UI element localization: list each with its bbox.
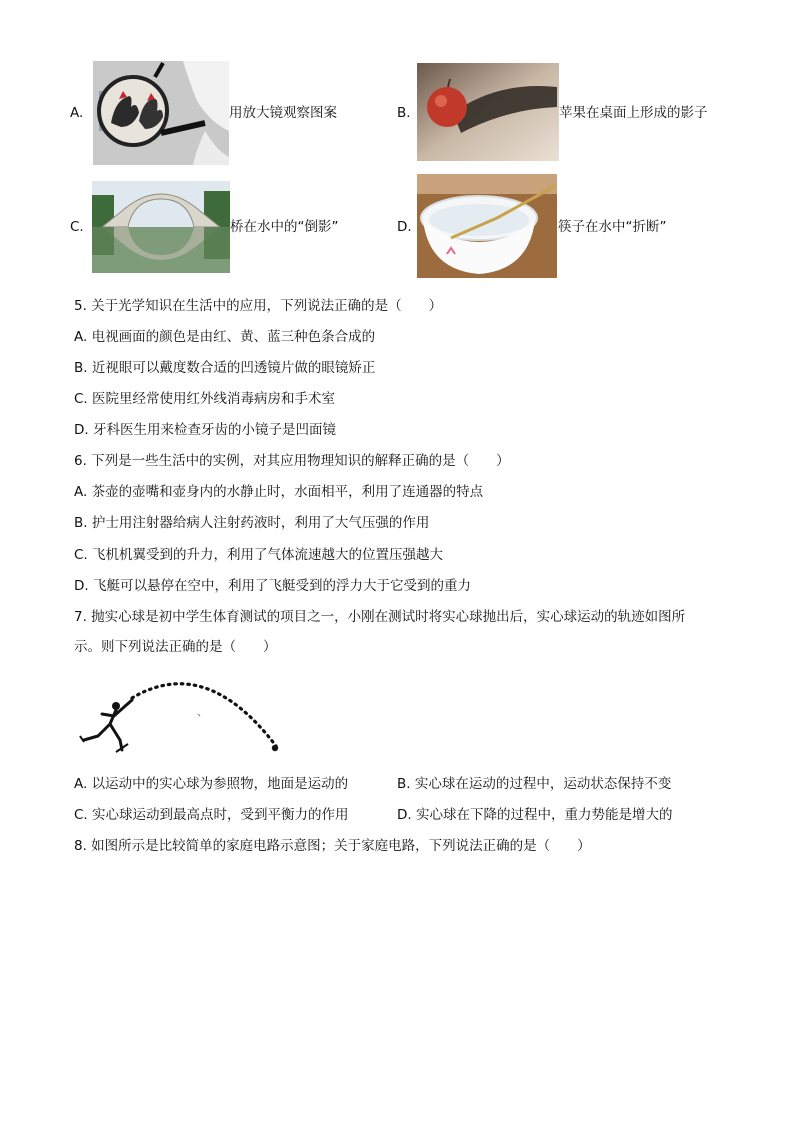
- option-d-letter: D.: [397, 219, 412, 235]
- q5-option-b: B. 近视眼可以戴度数合适的凹透镜片做的眼镜矫正: [74, 360, 376, 376]
- option-b-letter: B.: [397, 105, 411, 121]
- q8-stem: 8. 如图所示是比较简单的家庭电路示意图；关于家庭电路，下列说法正确的是（ ）: [74, 838, 591, 854]
- q7-stem-line2: 示。则下列说法正确的是（ ）: [74, 639, 277, 655]
- q7-option-c: C. 实心球运动到最高点时，受到平衡力的作用: [74, 807, 349, 823]
- chopsticks-bowl-image: [417, 174, 557, 278]
- option-c-text: 桥在水中的“倒影”: [230, 219, 339, 235]
- q6-option-b: B. 护士用注射器给病人注射药液时，利用了大气压强的作用: [74, 515, 430, 531]
- option-c-letter: C.: [70, 219, 84, 235]
- option-b-text: 苹果在桌面上形成的影子: [559, 105, 708, 121]
- q6-stem: 6. 下列是一些生活中的实例，对其应用物理知识的解释正确的是（ ）: [74, 453, 510, 469]
- q5-option-c: C. 医院里经常使用红外线消毒病房和手术室: [74, 391, 336, 407]
- q7-stem-line1: 7. 抛实心球是初中学生体育测试的项目之一，小刚在测试时将实心球抛出后，实心球运动的轨迹如图所: [74, 609, 686, 625]
- magnifier-image: [93, 61, 229, 165]
- q6-option-c: C. 飞机机翼受到的升力，利用了气体流速越大的位置压强越大: [74, 547, 444, 563]
- q6-option-a: A. 茶壶的壶嘴和壶身内的水静止时，水面相平，利用了连通器的特点: [74, 484, 484, 500]
- q7-option-a: A. 以运动中的实心球为参照物，地面是运动的: [74, 776, 349, 792]
- ball-trajectory-figure: [76, 670, 286, 760]
- q5-option-d: D. 牙科医生用来检查牙齿的小镜子是凹面镜: [74, 422, 336, 438]
- q7-option-d: D. 实心球在下降的过程中，重力势能是增大的: [397, 807, 673, 823]
- q5-option-a: A. 电视画面的颜色是由红、黄、蓝三种色条合成的: [74, 329, 376, 345]
- option-a-text: 用放大镜观察图案: [229, 105, 337, 121]
- q5-stem: 5. 关于光学知识在生活中的应用，下列说法正确的是（ ）: [74, 298, 443, 314]
- q7-option-b: B. 实心球在运动的过程中，运动状态保持不变: [397, 776, 672, 792]
- apple-shadow-image: [417, 63, 559, 161]
- q6-option-d: D. 飞艇可以悬停在空中，利用了飞艇受到的浮力大于它受到的重力: [74, 578, 471, 594]
- option-a-letter: A.: [70, 105, 84, 121]
- bridge-reflection-image: [92, 181, 230, 273]
- option-d-text: 筷子在水中“折断”: [558, 219, 667, 235]
